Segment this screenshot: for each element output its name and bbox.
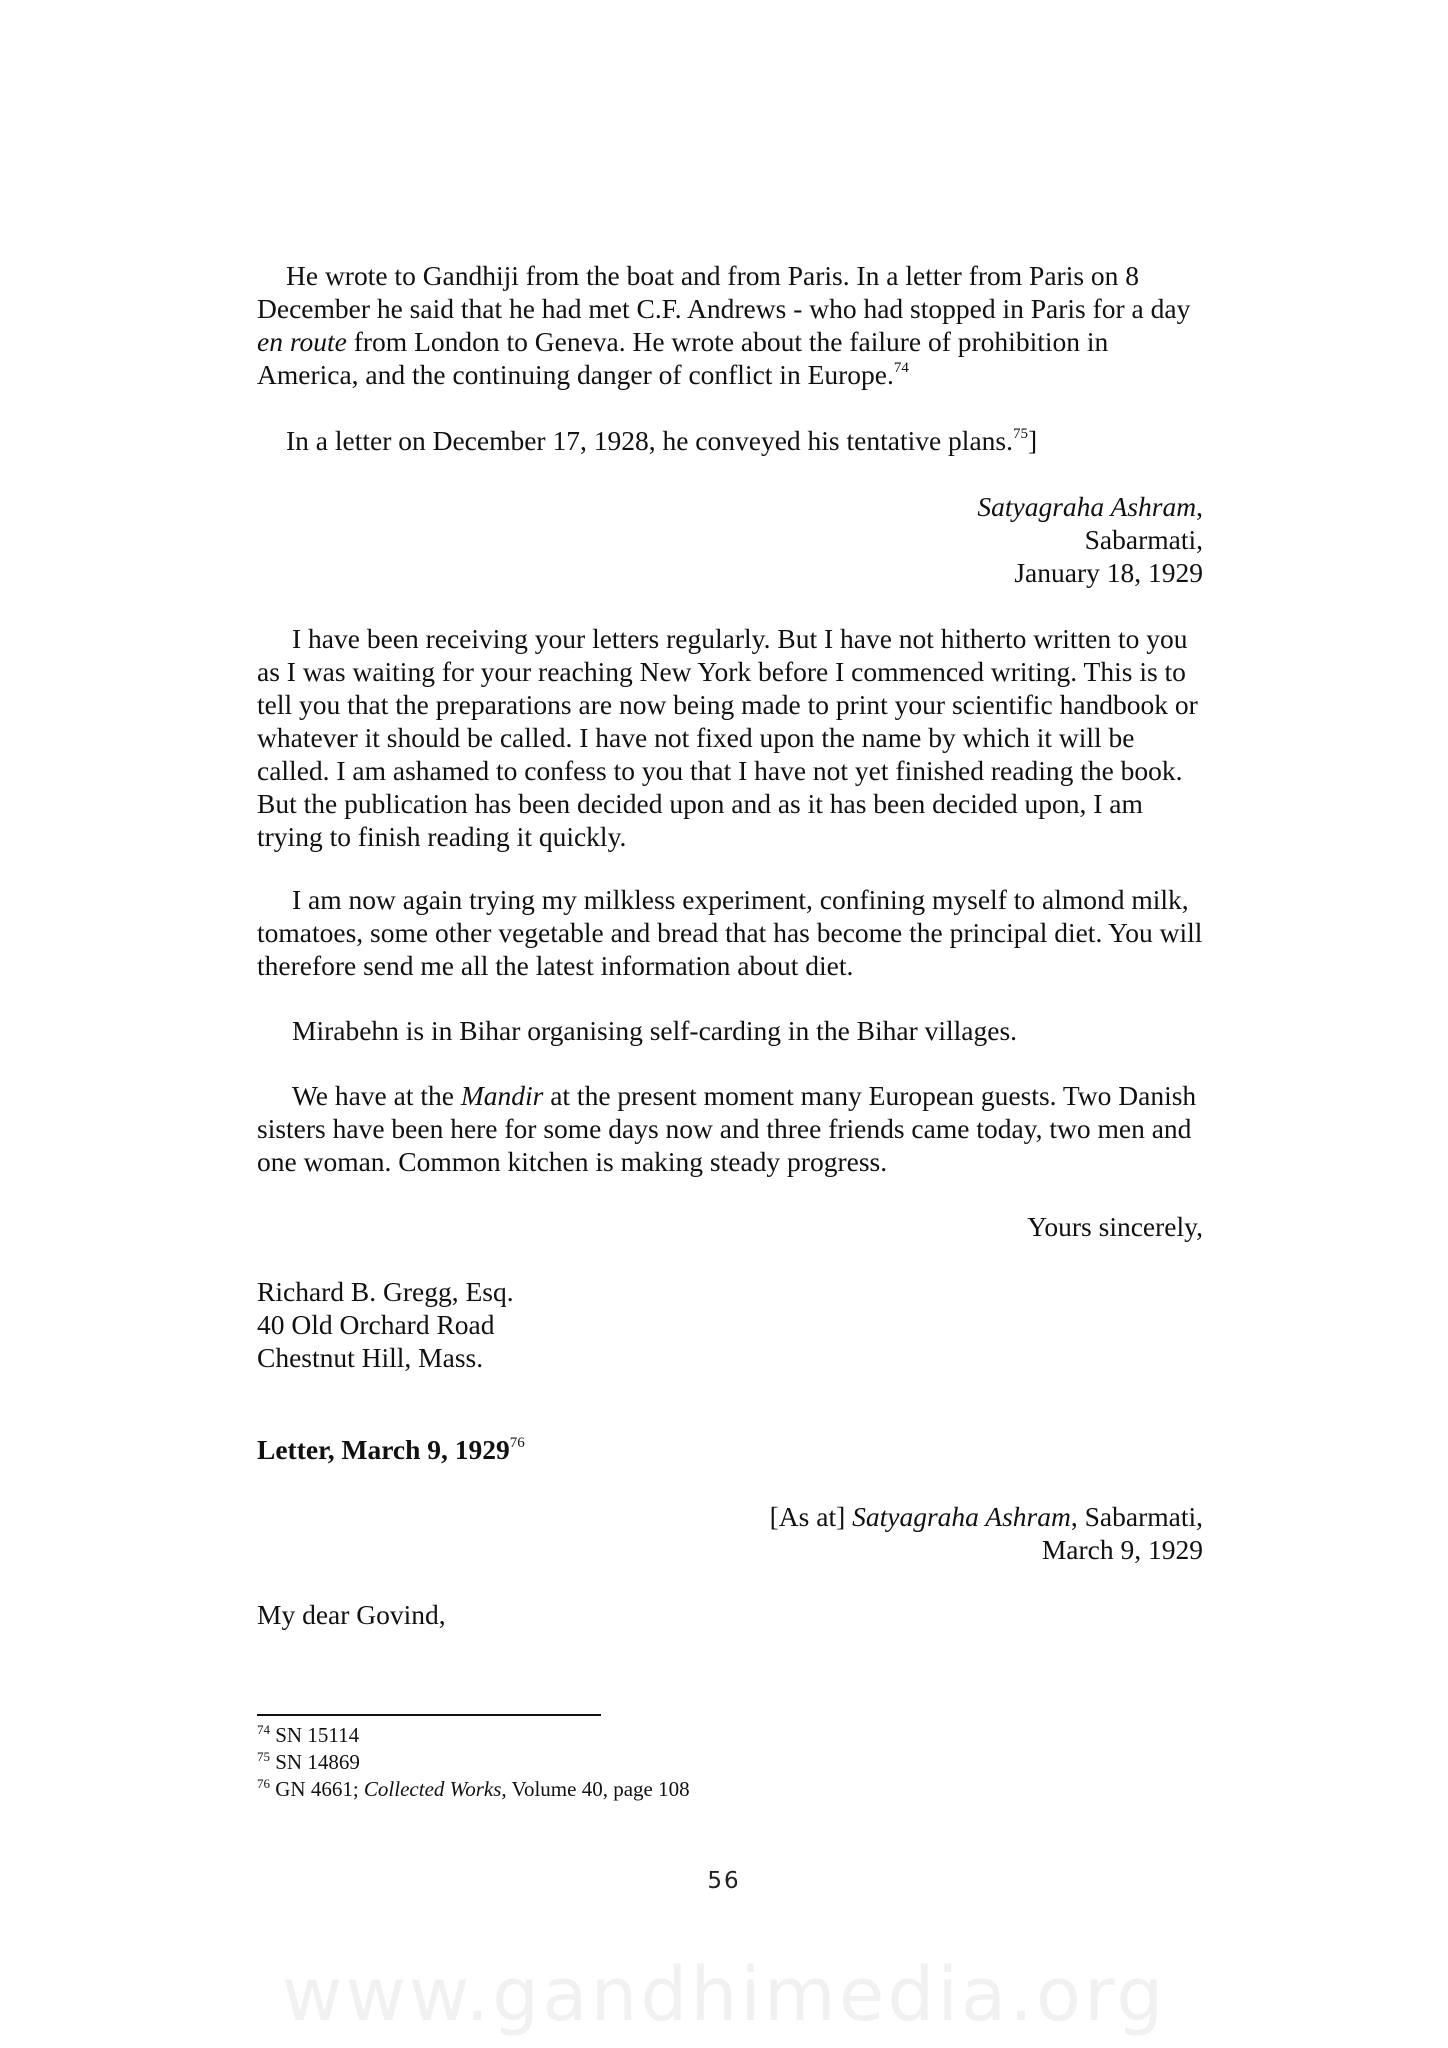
letter-p1-text: I have been receiving your letters regularly. But I have not hitherto written to you as I was waiting for your reaching New York before I commenced writing. This is to tell you that the preparations are now being made to print your scientific handbook or whatever it should be called. I have not fixed upon the name by which it will be called. I am ashamed to confess to you that I have not yet finished reading the book. But the publication has been decided upon and as it has been decided upon, I am trying to finish reading it quickly. bbox=[257, 623, 1198, 852]
letter-paragraph-4 bbox=[257, 1079, 1203, 1178]
section-heading bbox=[257, 1433, 1203, 1466]
footnote-text: SN 15114 bbox=[275, 1723, 360, 1747]
heading-text: Letter, March 9, 1929 bbox=[257, 1434, 510, 1465]
letter-paragraph-2 bbox=[257, 883, 1203, 982]
page-number: 56 bbox=[707, 1868, 741, 1894]
watermark: www.gandhimedia.org bbox=[281, 1952, 1167, 2038]
address1-town: Sabarmati, bbox=[1084, 524, 1203, 555]
address1-comma: , bbox=[1196, 491, 1203, 522]
salutation bbox=[257, 1598, 1203, 1631]
paragraph-tentative-plans bbox=[257, 424, 1203, 457]
recipient-address bbox=[257, 1275, 1203, 1374]
sender-address-2 bbox=[257, 1500, 1203, 1566]
recipient-street: 40 Old Orchard Road bbox=[257, 1309, 495, 1340]
salutation-text: My dear Govind, bbox=[257, 1599, 446, 1630]
recipient-name: Richard B. Gregg, Esq. bbox=[257, 1276, 514, 1307]
paragraph-intro bbox=[257, 259, 1203, 391]
footnote-text: SN 14869 bbox=[275, 1750, 360, 1774]
intro-text-2: from London to Geneva. He wrote about the failure of prohibition in America, and the continuing danger of conflict in Europe. bbox=[257, 326, 1109, 390]
footnote-76 bbox=[257, 1776, 1157, 1803]
footnote-num: 74 bbox=[257, 1722, 270, 1737]
footnote-74 bbox=[257, 1722, 1157, 1749]
intro-italic: en route bbox=[257, 326, 347, 357]
letter-paragraph-3 bbox=[257, 1014, 1203, 1047]
letter-closing bbox=[257, 1210, 1203, 1243]
footnote-italic: Collected Works bbox=[363, 1777, 502, 1801]
footnote-ref-75[interactable]: 75 bbox=[1012, 426, 1028, 442]
footnote-tail: , Volume 40, page 108 bbox=[501, 1777, 690, 1801]
closing-text: Yours sincerely, bbox=[1027, 1211, 1203, 1242]
sender-address-1 bbox=[257, 490, 1203, 589]
plans-text: In a letter on December 17, 1928, he conveyed his tentative plans. bbox=[286, 425, 1013, 456]
plans-bracket: ] bbox=[1027, 425, 1038, 456]
footnote-ref-76[interactable]: 76 bbox=[509, 1435, 525, 1451]
footnotes bbox=[257, 1722, 1157, 1803]
address2-prefix: [As at] bbox=[769, 1501, 853, 1532]
letter-p4-b: at the present moment many European guests. Two Danish sisters have been here for some days now and three friends came today, two men and one woman. Common kitchen is making steady progress. bbox=[257, 1080, 1197, 1177]
letter-p3-text: Mirabehn is in Bihar organising self-carding in the Bihar villages. bbox=[292, 1015, 1018, 1046]
footnote-ref-74[interactable]: 74 bbox=[893, 360, 909, 376]
letter-p4-italic: Mandir bbox=[460, 1080, 544, 1111]
footnote-num: 76 bbox=[257, 1776, 270, 1791]
letter-p2-text: I am now again trying my milkless experiment, confining myself to almond milk, tomatoes, some other vegetable and bread that has become the principal diet. You will therefore send me all the latest information about diet. bbox=[257, 884, 1203, 981]
letter-p4-a: We have at the bbox=[292, 1080, 461, 1111]
footnote-num: 75 bbox=[257, 1749, 270, 1764]
address2-place: Satyagraha Ashram bbox=[852, 1501, 1071, 1532]
footnote-divider bbox=[257, 1714, 601, 1716]
recipient-city: Chestnut Hill, Mass. bbox=[257, 1342, 484, 1373]
address1-place: Satyagraha Ashram bbox=[977, 491, 1197, 522]
footnote-75 bbox=[257, 1749, 1157, 1776]
address2-tail: , Sabarmati, bbox=[1070, 1501, 1203, 1532]
address1-date: January 18, 1929 bbox=[1014, 557, 1203, 588]
letter-paragraph-1 bbox=[257, 622, 1203, 853]
intro-text-1: He wrote to Gandhiji from the boat and from Paris. In a letter from Paris on 8 December he said that he had met C.F. Andrews - who had stopped in Paris for a day bbox=[257, 260, 1191, 324]
footnote-text: GN 4661; bbox=[275, 1777, 364, 1801]
address2-date: March 9, 1929 bbox=[1041, 1534, 1203, 1565]
